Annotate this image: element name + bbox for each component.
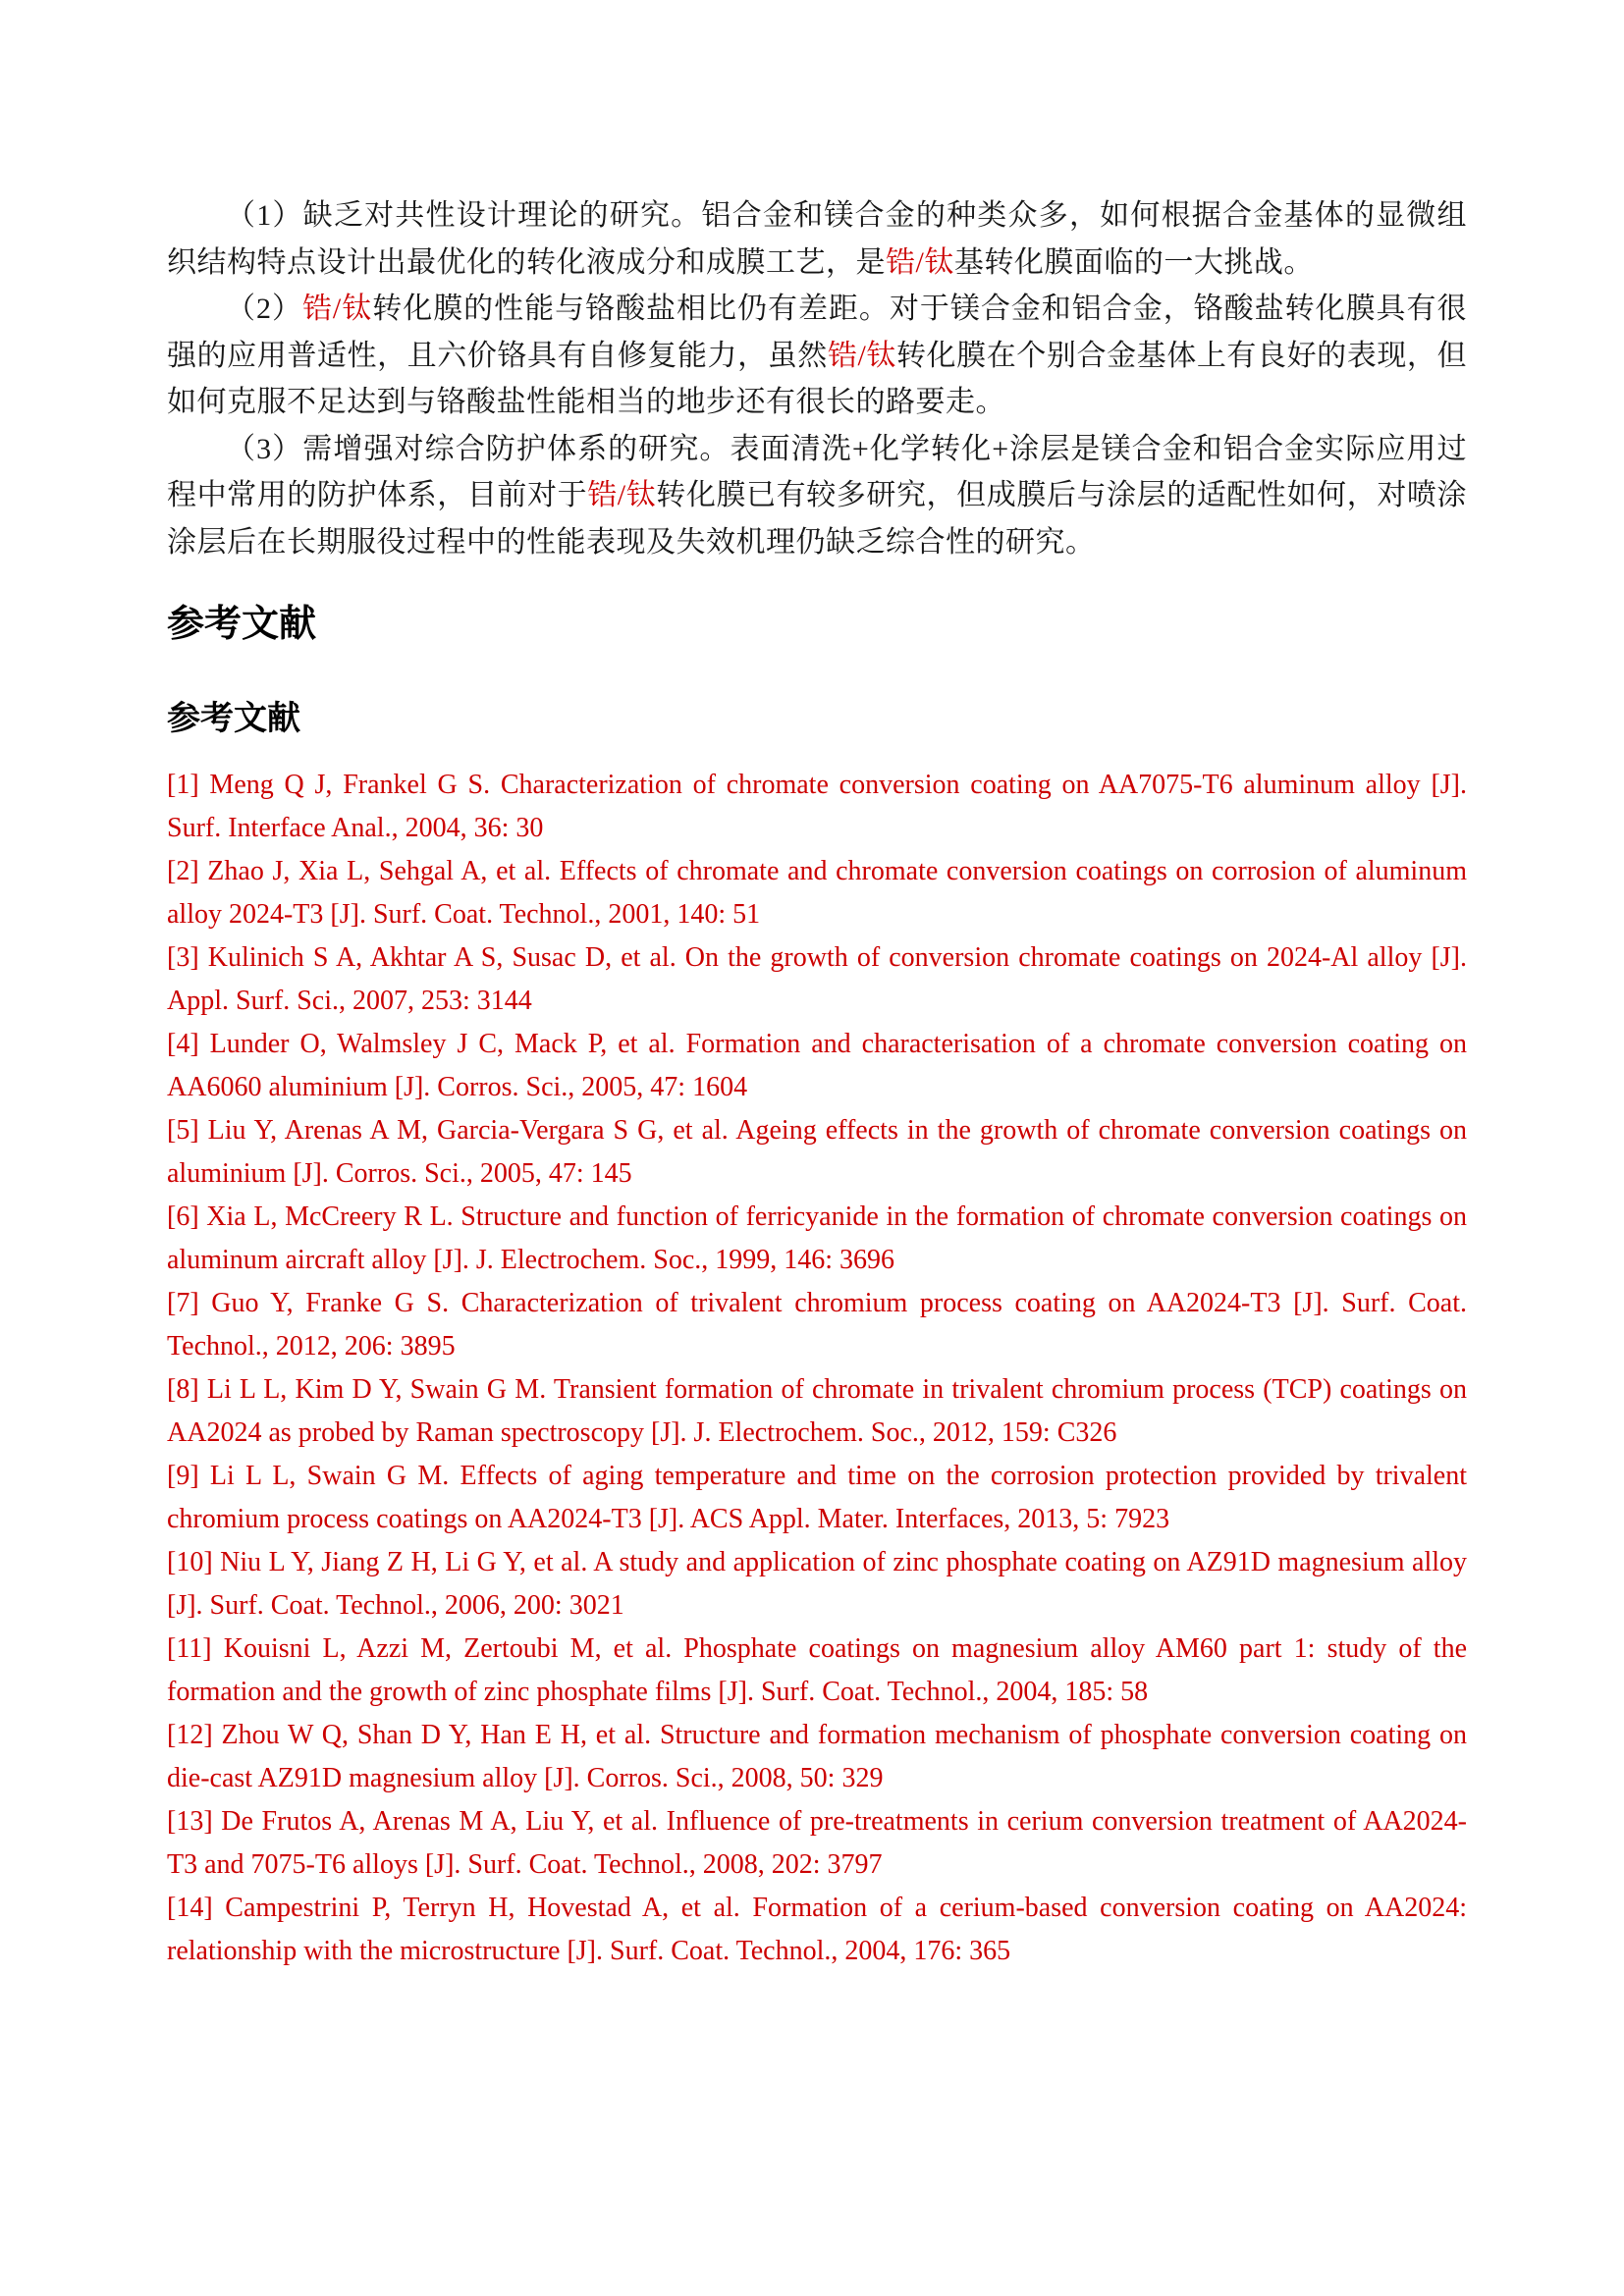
reference-entry: [14] Campestrini P, Terryn H, Hovestad A, et al. Formation of a cerium-based conversion coating on AA2024: relationship with the microstructure [J]. Surf. Coat. Technol., 2004, 176: 365: [167, 1893, 1467, 1967]
paragraph-text: 转化膜已有较多研究，但成膜后与涂层的适配性如何，对喷涂涂层后在长期服役过程中的性能表现及失效机理仍缺乏综合性的研究。: [167, 479, 1468, 559]
references-heading-primary: 参考文献: [167, 604, 317, 645]
reference-entry: [8] Li L L, Kim D Y, Swain G M. Transient formation of chromate in trivalent chromium process (TCP) coatings on AA2024 as probed by Raman spectroscopy [J]. J. Electrochem. Soc., 2012, 159: C326: [167, 1374, 1467, 1449]
reference-entry: [3] Kulinich S A, Akhtar A S, Susac D, et al. On the growth of conversion chromate coatings on 2024-Al alloy [J]. Appl. Surf. Sci., 2007, 253: 3144: [167, 942, 1467, 1017]
paragraph-text: （1）缺乏对共性设计理论的研究。铝合金和镁合金的种类众多，如何根据合金基体的显微组织结构特点设计出最优化的转化液成分和成膜工艺，是: [167, 199, 1467, 279]
reference-entry: [13] De Frutos A, Arenas M A, Liu Y, et al. Influence of pre-treatments in cerium conversion treatment of AA2024-T3 and 7075-T6 alloys [J]. Surf. Coat. Technol., 2008, 202: 3797: [167, 1806, 1467, 1881]
reference-entry: [1] Meng Q J, Frankel G S. Characterization of chromate conversion coating on AA7075-T6 aluminum alloy [J]. Surf. Interface Anal., 2004, 36: 30: [167, 770, 1467, 844]
reference-entry: [6] Xia L, McCreery R L. Structure and function of ferricyanide in the formation of chromate conversion coatings on aluminum aircraft alloy [J]. J. Electrochem. Soc., 1999, 146: 3696: [167, 1201, 1467, 1276]
highlight-term: 锆/钛: [587, 479, 657, 511]
highlight-term: 锆/钛: [827, 339, 896, 372]
paragraph-text: 转化膜在个别合金基体上有良好的表现，但如何克服不足达到与铬酸盐性能相当的地步还有很长的路要走。: [167, 339, 1467, 418]
references-heading-secondary: 参考文献: [167, 699, 300, 737]
reference-entry: [7] Guo Y, Franke G S. Characterization of trivalent chromium process coating on AA2024-T3 [J]. Surf. Coat. Technol., 2012, 206: 3895: [167, 1288, 1467, 1362]
reference-entry: [9] Li L L, Swain G M. Effects of aging temperature and time on the corrosion protection provided by trivalent chromium process coatings on AA2024-T3 [J]. ACS Appl. Mater. Interfaces, 2013, 5: 7923: [167, 1461, 1467, 1535]
paragraph-text: （3）需增强对综合防护体系的研究。表面清洗+化学转化+涂层是镁合金和铝合金实际应用过程中常用的防护体系，目前对于: [167, 432, 1467, 511]
paragraph-text: 基转化膜面临的一大挑战。: [953, 245, 1314, 279]
reference-entry: [12] Zhou W Q, Shan D Y, Han E H, et al. Structure and formation mechanism of phosphate conversion coating on die-cast AZ91D magnesium alloy [J]. Corros. Sci., 2008, 50: 329: [167, 1720, 1467, 1794]
paragraph: [167, 286, 1467, 426]
reference-entry: [10] Niu L Y, Jiang Z H, Li G Y, et al. A study and application of zinc phosphate coating on AZ91D magnesium alloy [J]. Surf. Coat. Technol., 2006, 200: 3021: [167, 1547, 1467, 1622]
reference-entry: [2] Zhao J, Xia L, Sehgal A, et al. Effects of chromate and chromate conversion coatings on corrosion of aluminum alloy 2024-T3 [J]. Surf. Coat. Technol., 2001, 140: 51: [167, 856, 1467, 931]
reference-entry: [4] Lunder O, Walmsley J C, Mack P, et al. Formation and characterisation of a chromate conversion coating on AA6060 aluminium [J]. Corros. Sci., 2005, 47: 1604: [167, 1029, 1467, 1103]
reference-entry: [11] Kouisni L, Azzi M, Zertoubi M, et al. Phosphate coatings on magnesium alloy AM60 part 1: study of the formation and the growth of zinc phosphate films [J]. Surf. Coat. Technol., 2004, 185: 58: [167, 1633, 1467, 1708]
highlight-term: 锆/钛: [301, 293, 373, 325]
paragraph: [167, 192, 1467, 286]
paragraph-text: （2）: [226, 293, 302, 325]
references-list: [167, 764, 1467, 1973]
paragraph-text: 转化膜的性能与铬酸盐相比仍有差距。对于镁合金和铝合金，铬酸盐转化膜具有很强的应用普适性，且六价铬具有自修复能力，虽然: [167, 293, 1468, 372]
highlight-term: 锆/钛: [886, 245, 954, 279]
paragraph: [167, 426, 1467, 566]
conclusion-paragraphs: [167, 192, 1467, 565]
reference-entry: [5] Liu Y, Arenas A M, Garcia-Vergara S G, et al. Ageing effects in the growth of chromate conversion coatings on aluminium [J]. Corros. Sci., 2005, 47: 145: [167, 1115, 1467, 1190]
